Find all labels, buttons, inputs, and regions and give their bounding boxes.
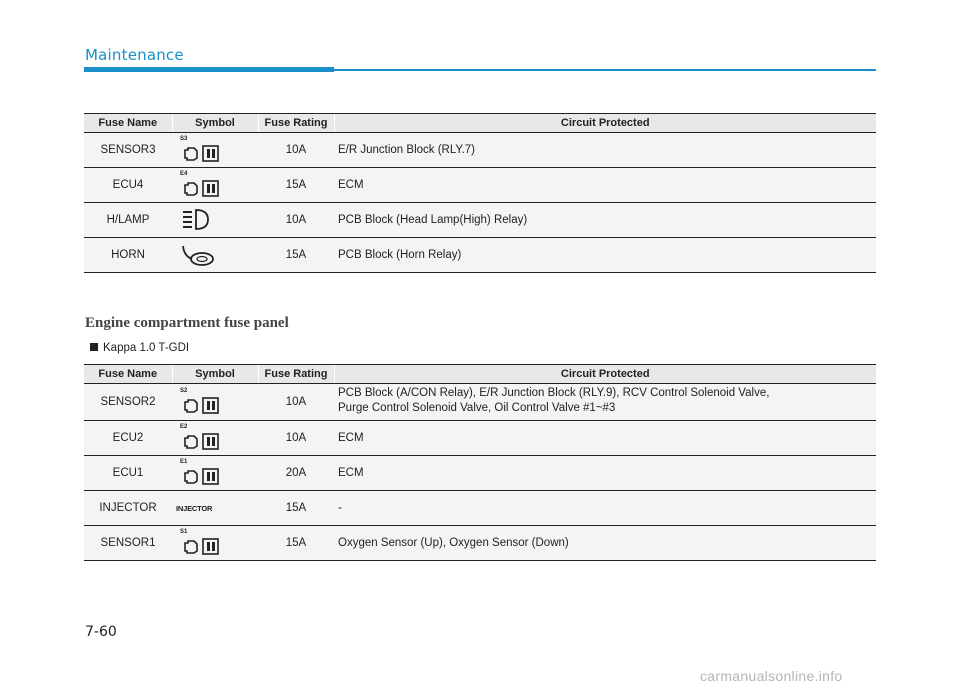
section-title: Maintenance [85,46,184,64]
table-row [84,456,876,491]
circuit-protected: PCB Block (Head Lamp(High) Relay) [334,203,876,238]
fuse-table-upper [84,113,876,273]
circuit-protected: ECM [334,168,876,203]
circuit-protected: ECM [334,456,876,491]
engine-variant-label [90,342,189,354]
fuse-symbol [172,491,258,526]
fuse-rating: 20A [258,456,334,491]
fuse-name: INJECTOR [84,491,172,526]
square-bullet-icon [90,343,98,351]
circuit-protected: E/R Junction Block (RLY.7) [334,133,876,168]
engine-relay-icon [178,139,222,163]
symbol-code: E1 [180,459,188,465]
engine-relay-icon [178,532,222,556]
engine-compartment-title: Engine compartment fuse panel [85,315,289,331]
col-circuit-protected: Circuit Protected [334,365,876,384]
circuit-protected: PCB Block (Horn Relay) [334,238,876,273]
fuse-symbol [172,238,258,273]
symbol-code: S2 [180,388,188,394]
fuse-name: SENSOR3 [84,133,172,168]
fuse-rating: 15A [258,491,334,526]
circuit-protected: Oxygen Sensor (Up), Oxygen Sensor (Down) [334,526,876,561]
fuse-name: ECU2 [84,421,172,456]
watermark-text: carmanualsonline.info [700,668,843,684]
symbol-code: E4 [180,171,188,177]
table-row [84,421,876,456]
header-rule-thick [84,67,334,72]
page-number: 7-60 [85,624,117,640]
header-rule-thin [334,69,876,71]
fuse-name: HORN [84,238,172,273]
fuse-rating: 10A [258,203,334,238]
fuse-rating: 10A [258,133,334,168]
engine-variant-text: Kappa 1.0 T-GDI [103,342,190,354]
fuse-symbol [172,456,258,491]
col-fuse-rating: Fuse Rating [258,114,334,133]
table-row [84,491,876,526]
fuse-name: SENSOR2 [84,384,172,421]
symbol-code: S3 [180,136,188,142]
circuit-protected: - [334,491,876,526]
fuse-name: H/LAMP [84,203,172,238]
table-header-row [84,114,876,133]
fuse-rating: 15A [258,168,334,203]
table-header-row [84,365,876,384]
symbol-code: S1 [180,529,188,535]
horn-icon [178,242,222,268]
engine-relay-icon [178,462,222,486]
col-fuse-rating: Fuse Rating [258,365,334,384]
fuse-name: ECU1 [84,456,172,491]
table-row [84,133,876,168]
col-symbol: Symbol [172,114,258,133]
injector-symbol-label: INJECTOR [176,504,213,513]
fuse-symbol [172,133,258,168]
table-row [84,384,876,421]
fuse-rating: 10A [258,384,334,421]
symbol-code: E2 [180,424,188,430]
circuit-protected [334,384,876,421]
table-row [84,203,876,238]
fuse-symbol [172,168,258,203]
fuse-rating: 15A [258,526,334,561]
engine-relay-icon [178,427,222,451]
fuse-symbol [172,384,258,421]
circuit-line-2: Purge Control Solenoid Valve, Oil Control Valve #1~#3 [338,402,616,414]
fuse-symbol [172,421,258,456]
fuse-name: SENSOR1 [84,526,172,561]
fuse-symbol [172,526,258,561]
fuse-table-engine-compartment [84,364,876,561]
col-symbol: Symbol [172,365,258,384]
table-row [84,238,876,273]
fuse-symbol [172,203,258,238]
engine-relay-icon [178,391,222,415]
engine-relay-icon [178,174,222,198]
table-row [84,168,876,203]
table-row [84,526,876,561]
circuit-line-1: PCB Block (A/CON Relay), E/R Junction Block (RLY.9), RCV Control Solenoid Valve, [338,387,770,399]
fuse-rating: 15A [258,238,334,273]
fuse-name: ECU4 [84,168,172,203]
fuse-rating: 10A [258,421,334,456]
col-fuse-name: Fuse Name [84,114,172,133]
col-fuse-name: Fuse Name [84,365,172,384]
col-circuit-protected: Circuit Protected [334,114,876,133]
circuit-protected: ECM [334,421,876,456]
headlamp-icon [178,207,222,233]
